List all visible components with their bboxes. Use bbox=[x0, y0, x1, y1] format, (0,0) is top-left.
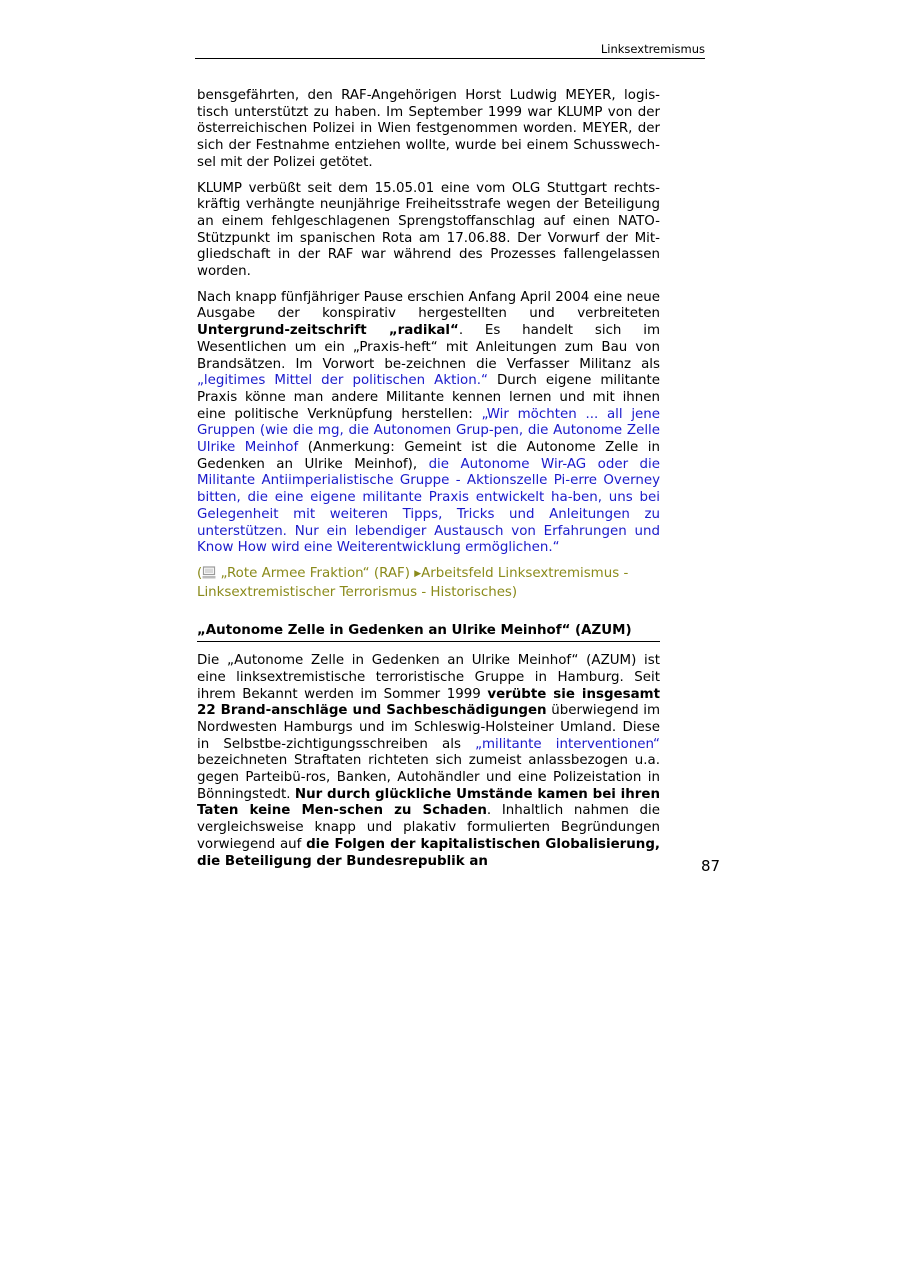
quote-austausch: die Autonome Wir-AG oder die Militante Antiimperialistische Gruppe - Aktionszelle Pi-erre Overney bitten, die eine eigene militante Praxis entwickelt ha-ben, uns bei Gelegenheit mit weiteren Tipps, Tricks und Anleitungen zu unterstützen. Nur ein lebendiger Austausch von Erfahrungen und Know How wird eine Weiterentwicklung ermöglichen.“ bbox=[197, 456, 660, 556]
running-header bbox=[195, 42, 705, 59]
triangle-right-icon: ▶ bbox=[414, 568, 422, 579]
quote-gruppen: „Wir möchten ... all jene Gruppen (wie die mg, die Autonomen Grup-pen, die Autonome Zelle Ulrike Meinhof bbox=[197, 406, 661, 456]
section-heading: „Autonome Zelle in Gedenken an Ulrike Meinhof“ (AZUM) bbox=[197, 623, 660, 642]
header-title: Linksextremismus bbox=[600, 42, 705, 56]
paragraph-4: Die „Autonome Zelle in Gedenken an Ulrike Meinhof“ (AZUM) ist eine linksextremistische terroristische Gruppe in Hamburg. Seit ihrem Bekannt werden im Sommer 1999 verübte sie insgesamt 22 Brand-anschläge und Sachbeschädigungen überwiegend im Nordwesten Hamburgs und im Schleswig-Holsteiner Umland. Diese in Selbstbe-zichtigungsschreiben als „militante interventionen“ bezeichneten Straftaten richteten sich zumeist anlassbezogen u.a. gegen Parteibü-ros, Banken, Autohändler und eine Polizeistation in Bönningstedt. Nur durch glückliche Umstände kamen bei ihren Taten keine Men-schen zu Schaden. Inhaltlich nahmen die vergleichsweise knapp und plakativ formulierten Begründungen vorwiegend auf die Folgen der kapitalistischen Globalisierung, die Beteiligung der Bundesrepublik an bbox=[197, 653, 661, 869]
reference-links: ( „Rote Armee Fraktion“ (RAF) ▶Arbeitsfeld Linksextremismus - Linksextremistischer Terrorismus - Historisches) bbox=[197, 565, 629, 600]
paragraph-1: bensgefährten, den RAF-Angehörigen Horst Ludwig MEYER, logis- tisch unterstützt zu haben. Im September 1999 war KLUMP von der österreichischen Polizei in Wien festgenommen worden. MEYER, der sich der Festnahme entziehen wollte, wurde bei einem Schusswech- sel mit der Polizei getötet. bbox=[197, 88, 660, 170]
quote-militante-interventionen: „militante interventionen“ bbox=[475, 736, 660, 752]
page-body bbox=[197, 88, 660, 879]
paragraph-3: Nach knapp fünfjähriger Pause erschien Anfang April 2004 eine neue Ausgabe der konspirativ hergestellten und verbreiteten Untergrund-zeitschrift „radikal“. Es handelt sich im Wesentlichen um ein „Praxis-heft“ mit Anleitungen zum Bau von Brandsätzen. Im Vorwort be-zeichnen die Verfasser Militanz als „legitimes Mittel der politischen Aktion.“ Durch eigene militante Praxis könne man andere Militante kennen lernen und mit ihnen eine politische Verknüpfung herstellen: „Wir möchten ... all jene Gruppen (wie die mg, die Autonomen Grup-pen, die Autonome Zelle Ulrike Meinhof (Anmerkung: Gemeint ist die Autonome Zelle in Gedenken an Ulrike Meinhof), die Autonome Wir-AG oder die Militante Antiimperialistische Gruppe - Aktionszelle Pi-erre Overney bitten, die eine eigene militante Praxis entwickelt ha-ben, uns bei Gelegenheit mit weiteren Tipps, Tricks und Anleitungen zu unterstützen. Nur ein lebendiger Austausch von Erfahrungen und Know How wird eine Weiterentwicklung ermöglichen.“ bbox=[197, 289, 661, 556]
link-arbeitsfeld-linksextremismus[interactable]: Arbeitsfeld Linksextremismus - Linksextremistischer Terrorismus - Historisches) bbox=[197, 565, 629, 600]
page-number: 87 bbox=[701, 857, 721, 875]
link-rote-armee-fraktion[interactable]: „Rote Armee Fraktion“ (RAF) bbox=[220, 565, 410, 581]
quote-legitimes-mittel: „legitimes Mittel der politischen Aktion.“ bbox=[197, 373, 488, 389]
computer-icon bbox=[202, 566, 216, 585]
paragraph-2: KLUMP verbüßt seit dem 15.05.01 eine vom OLG Stuttgart rechts- kräftig verhängte neunjährige Freiheitsstrafe wegen der Beteiligung an einem fehlgeschlagenen Sprengstoffanschlag auf einen NATO- Stützpunkt im spanischen Rota am 17.06.88. Der Vorwurf der Mit- gliedschaft in der RAF war während des Prozesses fallengelassen worden. bbox=[197, 180, 660, 280]
bold-radikal: Untergrund-zeitschrift „radikal“ bbox=[197, 323, 459, 339]
